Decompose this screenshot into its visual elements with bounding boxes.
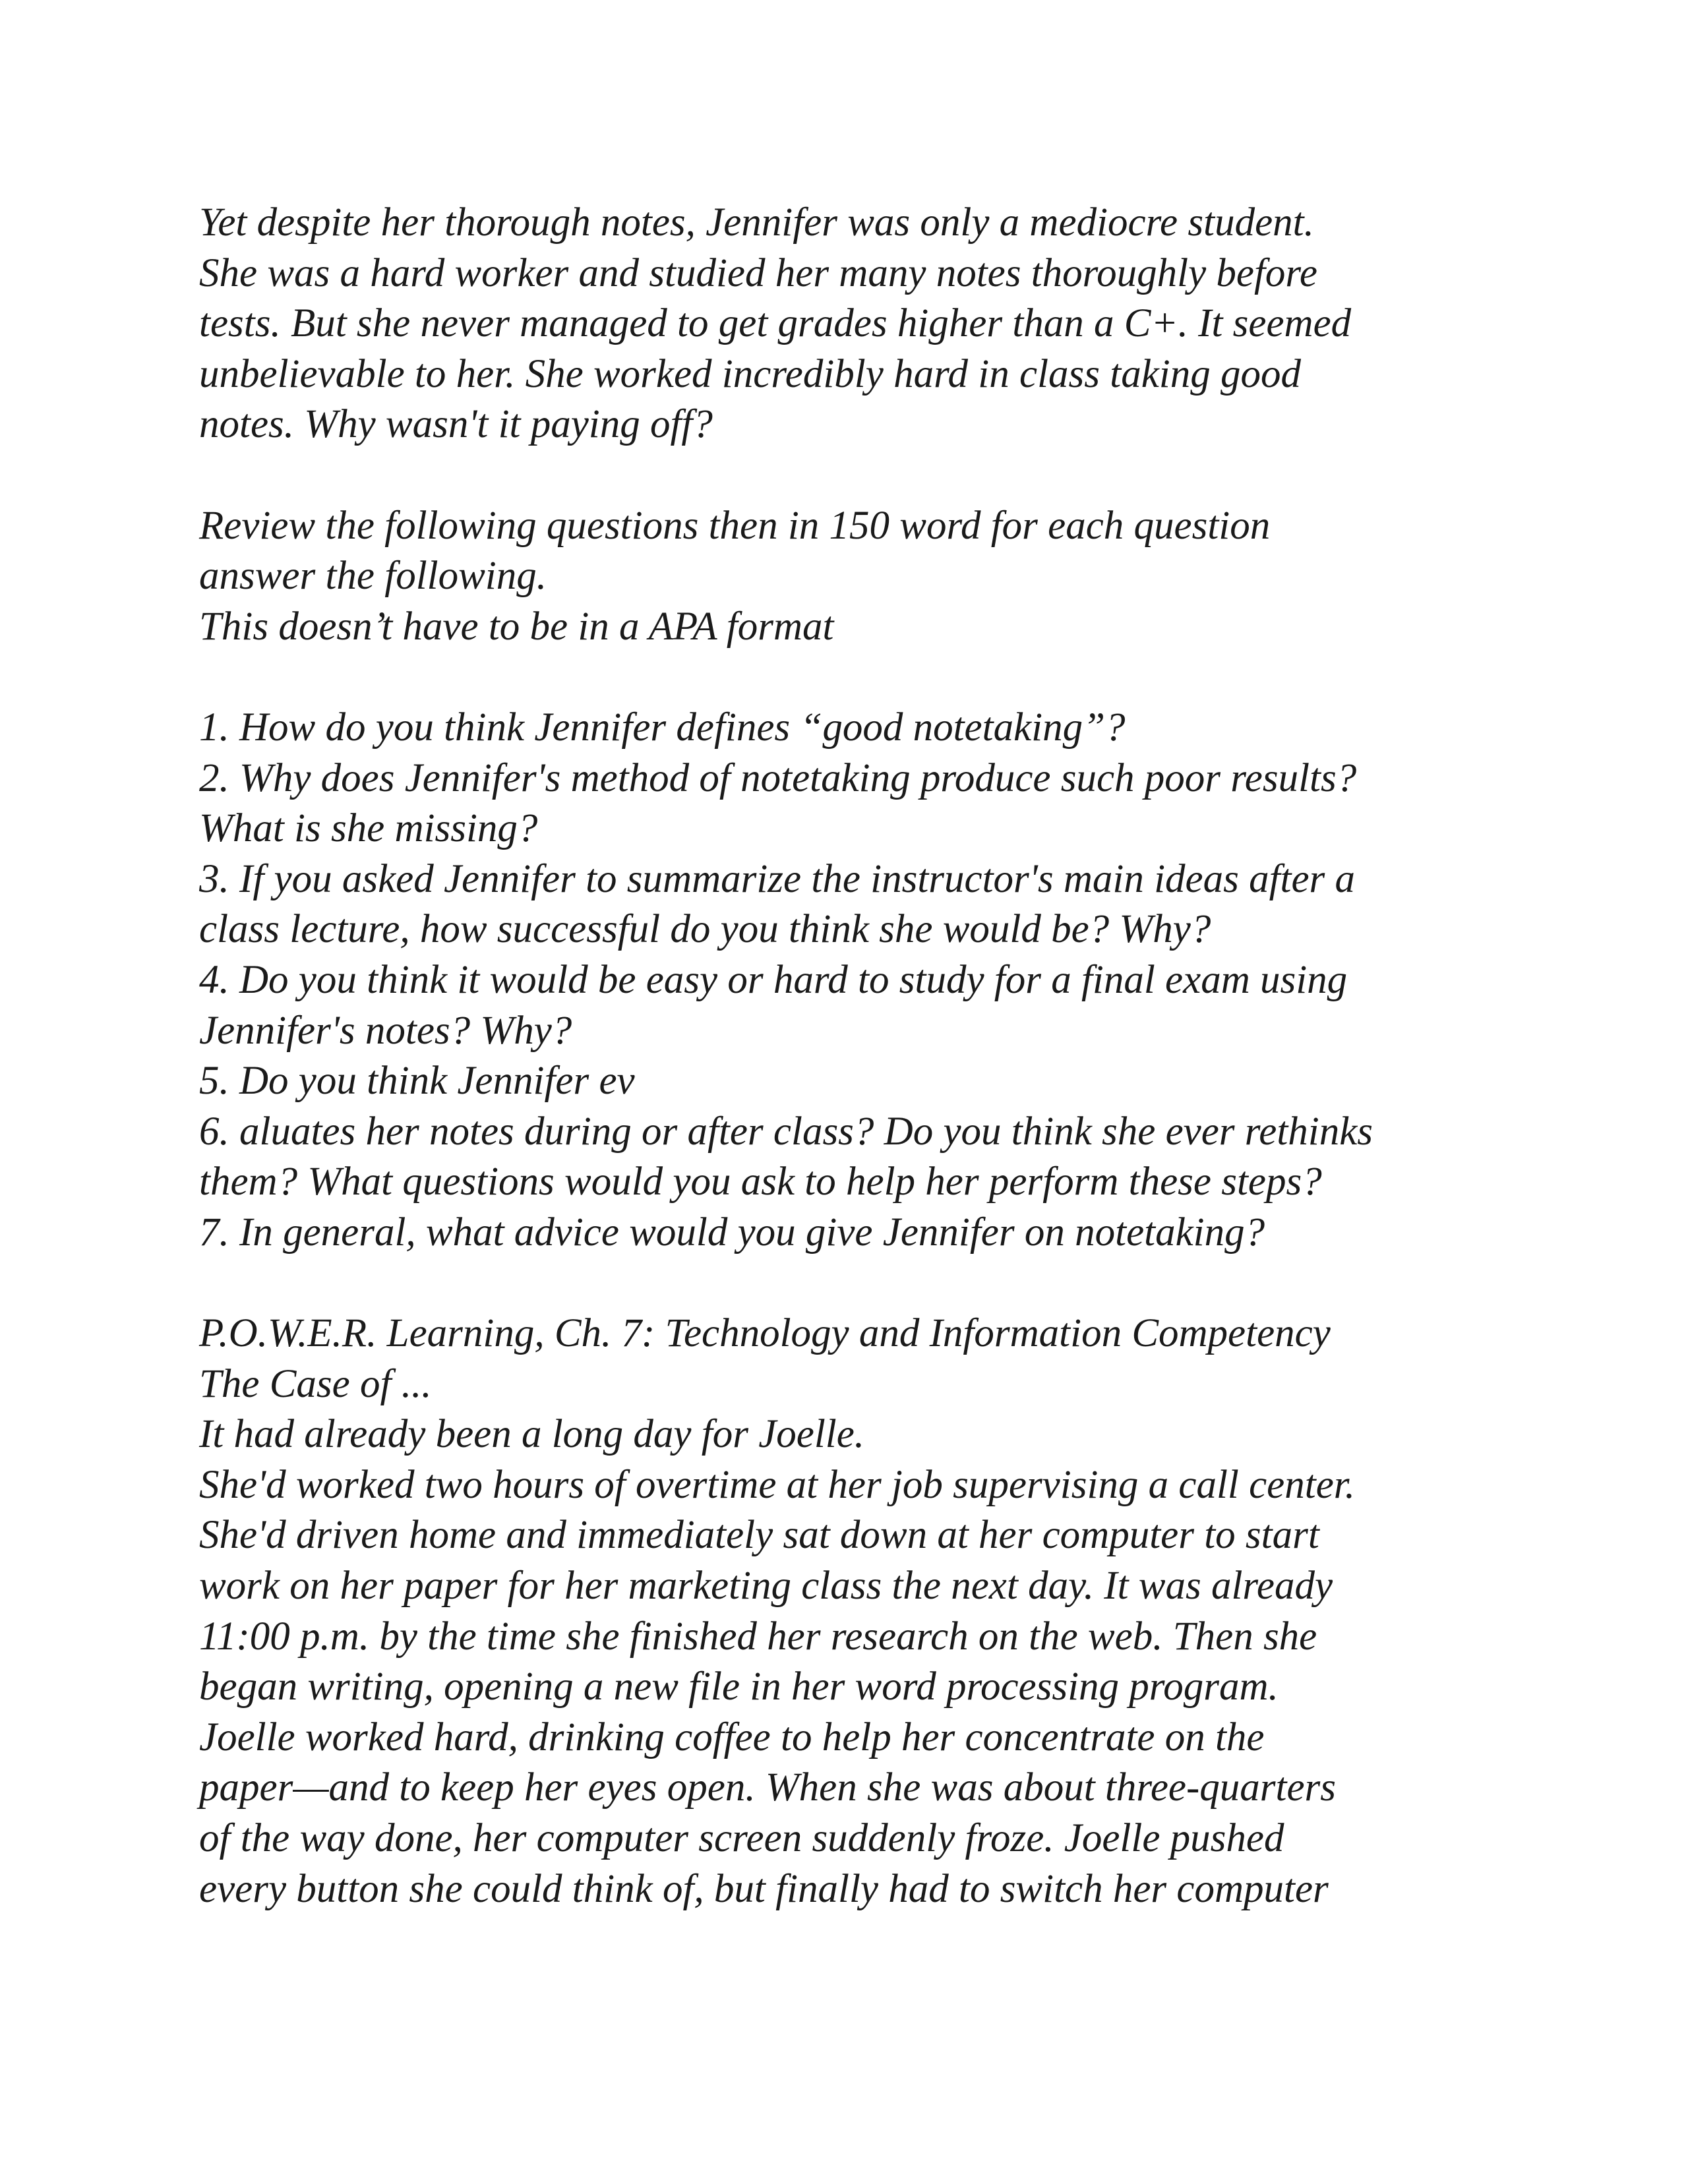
text-line: of the way done, her computer screen suddenly froze. Joelle pushed	[199, 1816, 1284, 1860]
text-line: work on her paper for her marketing class the next day. It was already	[199, 1564, 1333, 1608]
question-line: 2. Why does Jennifer's method of notetaking produce such poor results?	[199, 755, 1357, 800]
text-line: Joelle worked hard, drinking coffee to help her concentrate on the	[199, 1715, 1265, 1759]
question-line: 6. aluates her notes during or after class? Do you think she ever rethinks	[199, 1109, 1373, 1154]
text-line: began writing, opening a new file in her word processing program.	[199, 1665, 1279, 1709]
question-line: 3. If you asked Jennifer to summarize the instructor's main ideas after a	[199, 856, 1356, 901]
question-line: 5. Do you think Jennifer ev	[199, 1059, 635, 1104]
text-line: tests. But she never managed to get grades higher than a C+. It seemed	[199, 301, 1352, 346]
text-line: every button she could think of, but finally had to switch her computer	[199, 1866, 1329, 1911]
text-line: paper—and to keep her eyes open. When she was about three-quarters	[199, 1765, 1337, 1810]
text-line: unbelievable to her. She worked incredibly hard in class taking good	[199, 351, 1301, 396]
case-of-joelle	[199, 1309, 1518, 1914]
text-line: Review the following questions then in 150 word for each question	[199, 503, 1271, 548]
question-line: Jennifer's notes? Why?	[199, 1008, 572, 1053]
question-line: 4. Do you think it would be easy or hard to study for a final exam using	[199, 957, 1348, 1002]
questions-list	[199, 703, 1518, 1258]
text-line: This doesn’t have to be in a APA format	[199, 604, 834, 649]
paragraph-spacer	[199, 1258, 1518, 1309]
text-line: She was a hard worker and studied her many notes thoroughly before	[199, 251, 1317, 295]
text-line: She'd driven home and immediately sat down at her computer to start	[199, 1513, 1319, 1558]
text-line: 11:00 p.m. by the time she finished her research on the web. Then she	[199, 1614, 1317, 1659]
question-line: 1. How do you think Jennifer defines “good notetaking”?	[199, 705, 1126, 750]
question-line: them? What questions would you ask to help her perform these steps?	[199, 1160, 1322, 1204]
question-line: class lecture, how successful do you think she would be? Why?	[199, 907, 1211, 952]
text-line: notes. Why wasn't it paying off?	[199, 402, 713, 447]
case-title: The Case of ...	[199, 1361, 432, 1406]
text-line: She'd worked two hours of overtime at her job supervising a call center.	[199, 1462, 1356, 1507]
paragraph-spacer	[199, 450, 1518, 501]
text-line: answer the following.	[199, 554, 547, 599]
paragraph-jennifer-notes	[199, 198, 1518, 450]
paragraph-spacer	[199, 652, 1518, 703]
question-line: 7. In general, what advice would you give Jennifer on notetaking?	[199, 1210, 1265, 1254]
instructions-block	[199, 501, 1518, 653]
question-line: What is she missing?	[199, 806, 538, 851]
text-line: Yet despite her thorough notes, Jennifer was only a mediocre student.	[199, 200, 1314, 245]
section-heading: P.O.W.E.R. Learning, Ch. 7: Technology and Information Competency	[199, 1311, 1331, 1356]
text-line: It had already been a long day for Joelle.	[199, 1412, 865, 1457]
document-body	[199, 198, 1518, 1914]
